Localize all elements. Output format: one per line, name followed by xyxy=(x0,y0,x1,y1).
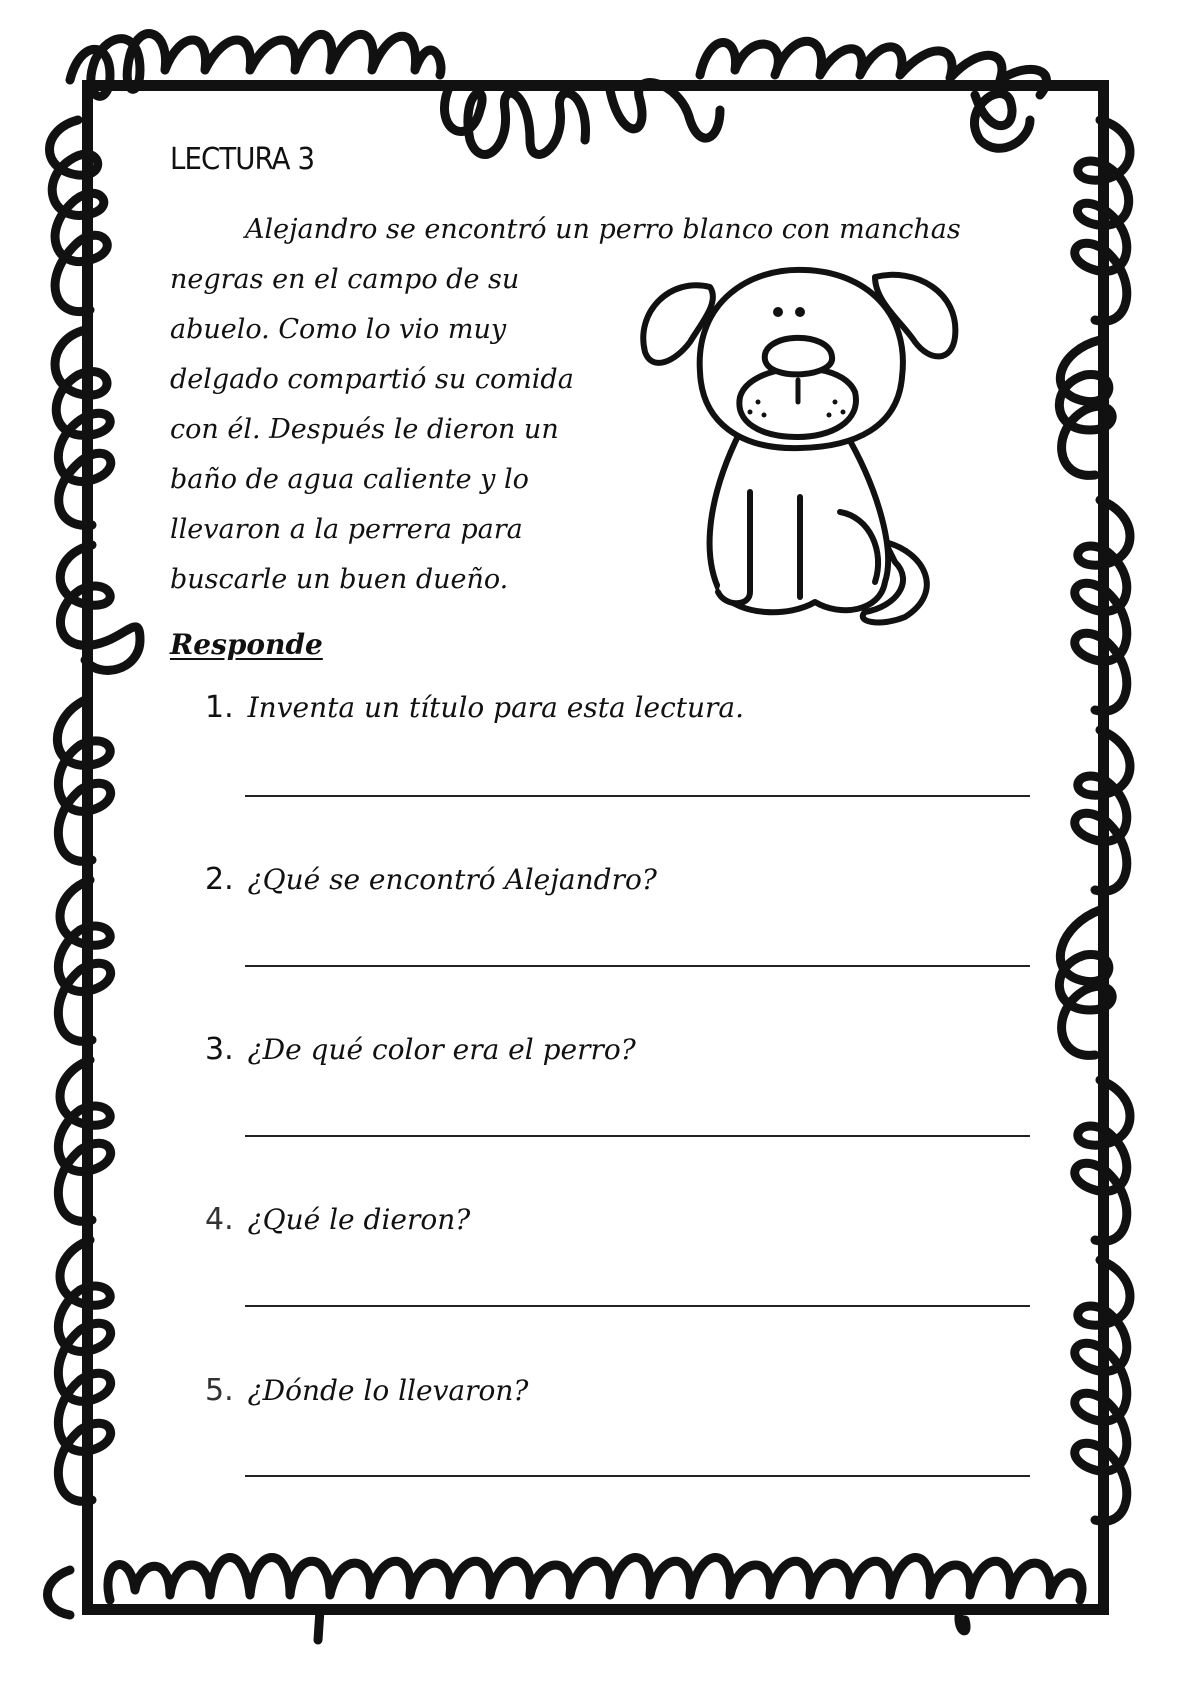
question-2 xyxy=(205,862,657,897)
question-number: 5. xyxy=(205,1373,234,1408)
story-line: baño de agua caliente y lo xyxy=(170,464,529,495)
answer-line-1[interactable] xyxy=(245,795,1030,797)
question-5 xyxy=(205,1373,528,1408)
question-number: 2. xyxy=(205,862,234,897)
story-line: buscarle un buen dueño. xyxy=(170,564,509,595)
story-line: abuelo. Como lo vio muy xyxy=(170,314,507,345)
answer-line-3[interactable] xyxy=(245,1135,1030,1137)
story-line: con él. Después le dieron un xyxy=(170,414,559,445)
section-label: Responde xyxy=(170,628,323,661)
answer-line-2[interactable] xyxy=(245,965,1030,967)
question-text: ¿Dónde lo llevaron? xyxy=(247,1374,529,1407)
reading-title: LECTURA 3 xyxy=(170,142,315,177)
question-3 xyxy=(205,1032,636,1067)
question-text: Inventa un título para esta lectura. xyxy=(247,691,745,724)
question-text: ¿Qué le dieron? xyxy=(247,1203,471,1236)
question-text: ¿Qué se encontró Alejandro? xyxy=(247,863,657,896)
answer-line-5[interactable] xyxy=(245,1475,1030,1477)
story-line: llevaron a la perrera para xyxy=(170,514,523,545)
story-line: Alejandro se encontró un perro blanco con manchas xyxy=(245,214,961,245)
story-line: negras en el campo de su xyxy=(170,264,520,295)
question-number: 1. xyxy=(205,690,234,725)
question-number: 3. xyxy=(205,1032,234,1067)
question-text: ¿De qué color era el perro? xyxy=(247,1033,636,1066)
question-1 xyxy=(205,690,744,725)
question-number: 4. xyxy=(205,1202,234,1237)
question-4 xyxy=(205,1202,470,1237)
answer-line-4[interactable] xyxy=(245,1305,1030,1307)
story-line: delgado compartió su comida xyxy=(170,364,574,395)
dog-illustration-icon xyxy=(640,262,970,632)
